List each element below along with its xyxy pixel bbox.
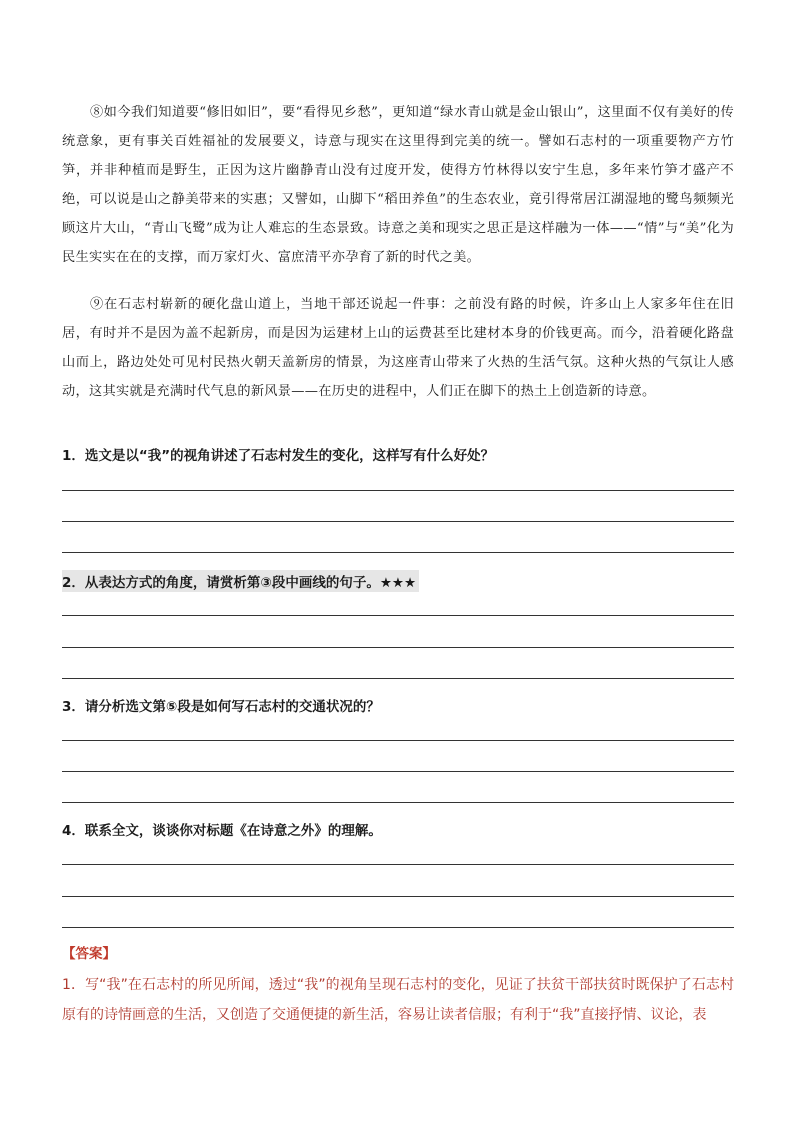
answer-line[interactable] xyxy=(62,521,734,522)
answer-line[interactable] xyxy=(62,552,734,553)
passage-paragraph-9: ⑨在石志村崭新的硬化盘山道上，当地干部还说起一件事：之前没有路的时候，许多山上人家多年住在旧居，有时并不是因为盖不起新房，而是因为运建材上山的运费甚至比建材本身的价钱更高。而今，沿着硬化路盘山而上，路边处处可见村民热火朝天盖新房的情景，为这座青山带来了火热的生活气氛。这种火热的气氛让人感动，这其实就是充满时代气息的新风景——在历史的进程中，人们正在脚下的热土上创造新的诗意。 xyxy=(62,297,734,399)
answer-line[interactable] xyxy=(62,927,734,928)
answer-line[interactable] xyxy=(62,740,734,741)
question-3: 3．请分析选文第⑤段是如何写石志村的交通状况的？ xyxy=(62,699,380,715)
answer-line[interactable] xyxy=(62,802,734,803)
question-4: 4．联系全文，谈谈你对标题《在诗意之外》的理解。 xyxy=(62,823,382,839)
answer-line[interactable] xyxy=(62,771,734,772)
answer-line[interactable] xyxy=(62,678,734,679)
passage-paragraph-8: ⑧如今我们知道要“修旧如旧”，要“看得见乡愁”，更知道“绿水青山就是金山银山”，这里面不仅有美好的传统意象，更有事关百姓福祉的发展要义，诗意与现实在这里得到完美的统一。譬如石志村的一项重要物产方竹笋，并非种植而是野生，正因为这片幽静青山没有过度开发，使得方竹林得以安宁生息，多年来竹笋才盛产不绝，可以说是山之静美带来的实惠；又譬如，山脚下“稻田养鱼”的生态农业，竟引得常居江湖湿地的鹭鸟频频光顾这片大山，“青山飞鹭”成为让人难忘的生态景致。诗意之美和现实之思正是这样融为一体——“情”与“美”化为民生实实在在的支撑，而万家灯火、富庶清平亦孕育了新的时代之美。 xyxy=(62,105,734,265)
answer-line[interactable] xyxy=(62,490,734,491)
answer-text: 1．写“我”在石志村的所见所闻，透过“我”的视角呈现石志村的变化，见证了扶贫干部扶贫时既保护了石志村原有的诗情画意的生活，又创造了交通便捷的新生活，容易让读者信服；有利于“我”直接抒情、议论，表 xyxy=(62,977,734,1023)
answer-heading: 【答案】 xyxy=(62,946,116,962)
answer-line[interactable] xyxy=(62,647,734,648)
question-2: 2．从表达方式的角度，请赏析第③段中画线的句子。★★★ xyxy=(62,570,419,592)
question-1: 1．选文是以“我”的视角讲述了石志村发生的变化，这样写有什么好处？ xyxy=(62,448,495,464)
answer-line[interactable] xyxy=(62,615,734,616)
answer-line[interactable] xyxy=(62,896,734,897)
answer-line[interactable] xyxy=(62,864,734,865)
